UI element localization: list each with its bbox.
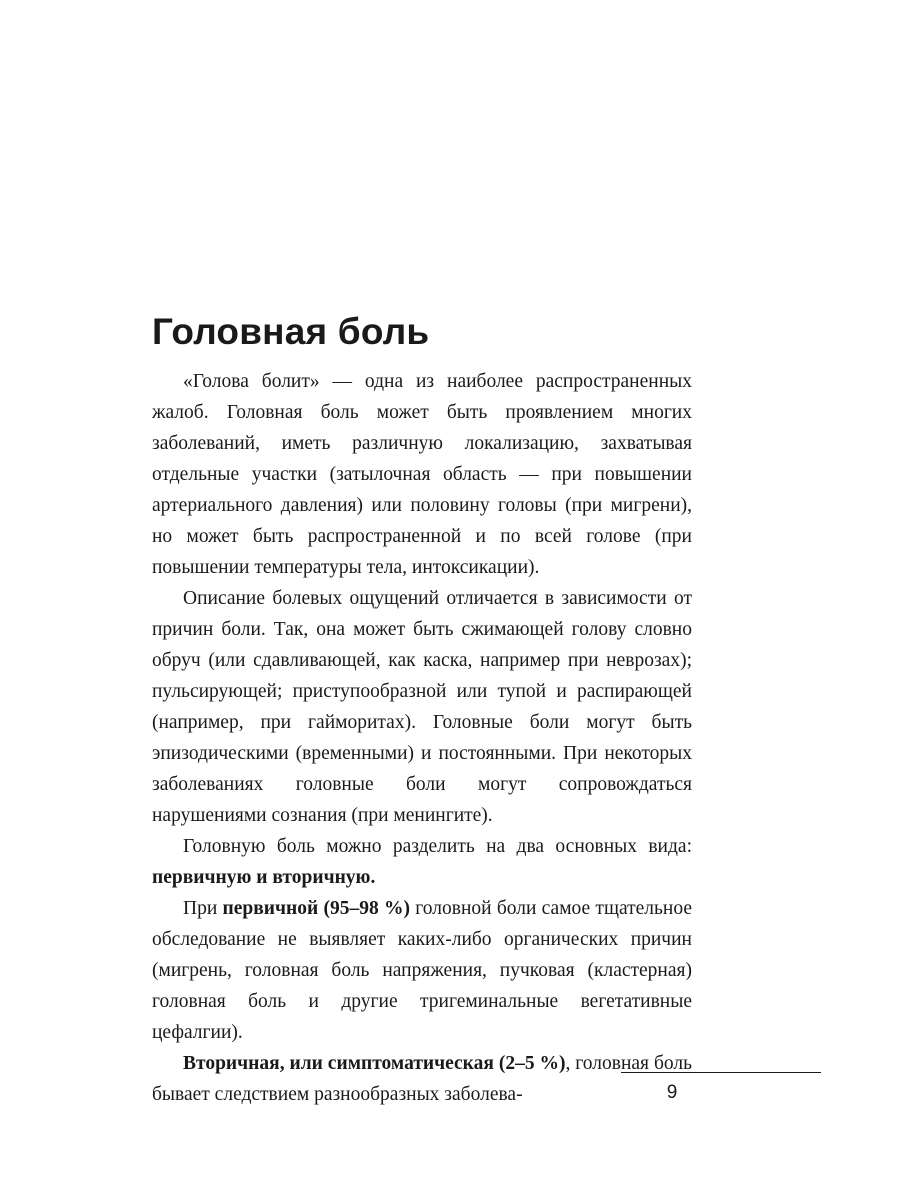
- paragraph-1-text: «Голова болит» — одна из наиболее распространенных жалоб. Головная боль может быть проявлением многих заболеваний, иметь различную локализацию, захватывая отдельные участки (затылочная область — при повышении артериального давления) или половину головы (при мигрени), но может быть распространенной и по всей голове (при повышении температуры тела, интоксикации).: [152, 371, 692, 578]
- page-number: 9: [666, 1082, 678, 1103]
- paragraph-3-lead: Головную боль можно разделить на два основных вида:: [183, 836, 692, 857]
- body-text: [152, 366, 692, 1110]
- paragraph-3-emphasis: первичную и вторичную.: [152, 867, 376, 888]
- paragraph-4: [152, 893, 692, 1048]
- paragraph-4-emphasis: первичной (95–98 %): [222, 898, 410, 919]
- chapter-title: Головная боль: [152, 311, 430, 352]
- paragraph-2-text: Описание болевых ощущений отличается в зависимости от причин боли. Так, она может быть сжимающей голову словно обруч (или сдавливающей, как каска, например при неврозах); пульсирующей; приступообразной или тупой и распирающей (например, при гайморитах). Головные боли могут быть эпизодическими (временными) и постоянными. При некоторых заболеваниях головные боли могут сопровождаться нарушениями сознания (при менингите).: [152, 588, 692, 826]
- paragraph-2: [152, 583, 692, 831]
- paragraph-4-lead: При: [183, 898, 223, 919]
- paragraph-3: [152, 831, 692, 893]
- paragraph-5-rest: , головная боль бывает следствием разнообразных заболева-: [152, 1053, 692, 1105]
- paragraph-5-emphasis: Вторичная, или симптоматическая (2–5 %): [183, 1053, 566, 1074]
- paragraph-5: [152, 1048, 692, 1110]
- paragraph-1: [152, 366, 692, 583]
- paragraph-4-rest: головной боли самое тщательное обследование не выявляет каких-либо органических причин (мигрень, головная боль напряжения, пучковая (кластерная) головная боль и другие тригеминальные вегетативные цефалгии).: [152, 898, 692, 1043]
- footer-divider: [621, 1072, 821, 1073]
